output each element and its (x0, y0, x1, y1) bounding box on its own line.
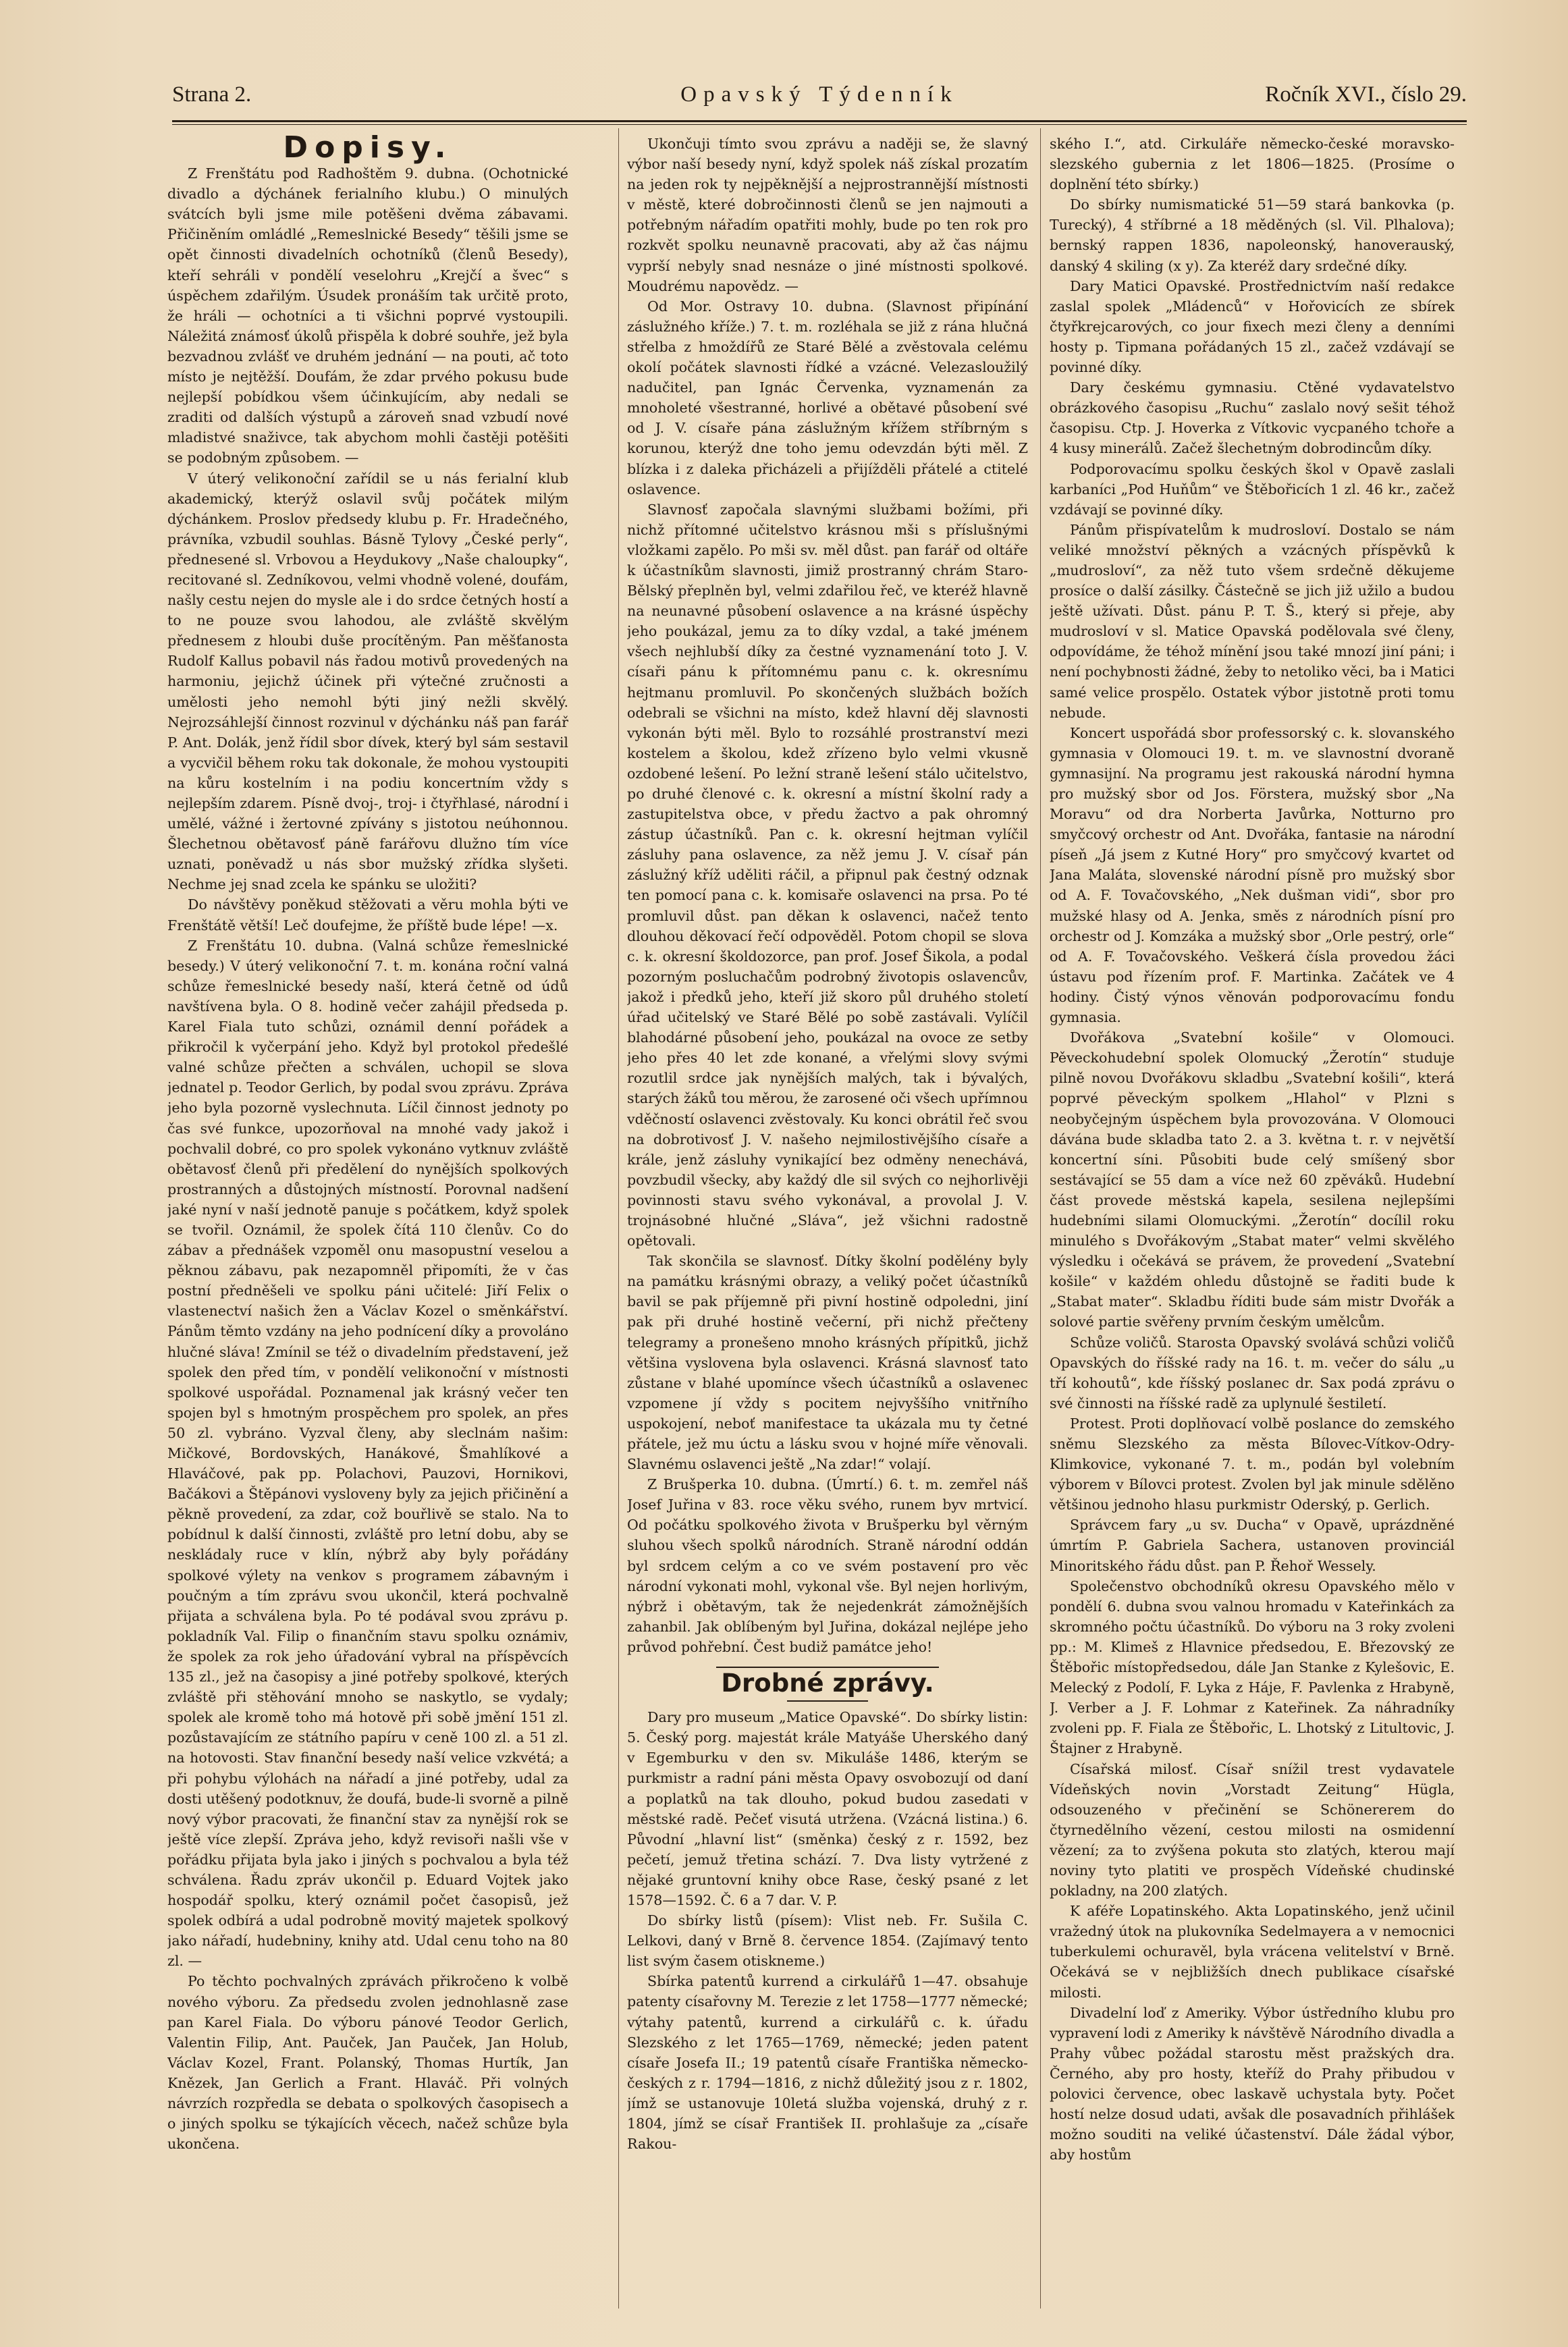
column-1 (167, 134, 568, 2307)
page-number: Strana 2. (172, 82, 252, 107)
column-2 (627, 134, 1028, 2307)
section-divider (716, 1667, 939, 1668)
article-paragraph: Z Brušperka 10. dubna. (Úmrtí.) 6. t. m. zemřel náš Josef Juřina v 83. roce věku svého, runem byv mrtvicí. Od počátku spolkového života v Brušperku byl věrným sluhou všech spolků národních. Straně národní oddán byl srdcem celým a co ve svém postavení pro věc národní vykonati mohl, vykonal vše. Byl nejen horlivým, nýbrž i obětavým, tak že nejedenkrát zámožnějších zahanbil. Jak oblíbeným byl Juřina, dokázal nejlépe jeho průvod pohřební. Čest budiž památce jeho! (627, 1476, 1028, 1655)
volume-issue: Ročník XVI., číslo 29. (1265, 82, 1467, 107)
article-paragraph: V úterý velikonoční zařídil se u nás ferialní klub akademický, kterýž oslavil svůj počátek milým dýchánkem. Proslov předsedy klubu p. Fr. Hradečného, právníka, vzbudil souhlas. Básně Tylovy „České perly“, přednesené sl. Vrbovou a Heydukovy „Naše chaloupky“, recitované sl. Zedníkovou, velmi vhodně volené, doufám, našly cestu nejen do mysle ale i do srdce četných hostí a to ne pouze svou lahodou, ale zvláště skvělým přednesem z hloubi duše procítěným. Pan měšťanosta Rudolf Kallus pobavil nás řadou motivů provedených na harmoniu, jejichž účinek při výtečné zručnosti a umělosti jeho nemohl býti jiný nežli skvělý. Nejrozsáhlejší činnost rozvinul v dýchánku náš pan farář P. Ant. Dolák, jenž řídil sbor dívek, který byl sám sestavil a vycvičil během roku tak dokonale, že mohou vystoupiti na kůru kostelním i na podiu koncertním vždy s nejlepším zdarem. Písně dvoj-, troj- i čtyřhlasé, národní i umělé, vážné i žertovné zpívány s jistotou neúhonnou. Šlechetnou obětavosť páně farářovu dlužno tím více uznati, poněvadž u nás sbor mužský zřídka slyšeti. Nechme jej snad zcela ke spánku se uložiti? (167, 470, 568, 893)
news-paragraph: Schůze voličů. Starosta Opavský svolává schůzi voličů Opavských do říšské rady na 16. t. m. večer do sálu „u tří kohoutů“, kde říšský poslanec dr. Sax podá zprávu o své činnosti na říšské radě za uplynulé šestiletí. (1050, 1334, 1455, 1411)
page-header (172, 74, 1467, 115)
article-paragraph: Ukončuji tímto svou zprávu a naději se, že slavný výbor naší besedy nyní, když spolek náš získal prozatím na jeden rok ty nejpěknější a nejprostrannější místnosti v městě, které dobročinnosti členů se jen najmouti a potřebným nářadím opatřiti mohly, bude po ten rok pro rozkvět spolku neunavně pracovati, aby až čas nájmu vyprší nebyly snad nesnáze o jiné místnosti spolkové. Moudrému napovědz. — (627, 136, 1028, 294)
news-paragraph: Podporovacímu spolku českých škol v Opavě zaslali karbaníci „Pod Huňům“ ve Štěbořicích 1 zl. 46 kr., začež vzdávají se povinné díky. (1050, 460, 1455, 518)
section-divider (787, 1700, 868, 1702)
article-paragraph: Tak skončila se slavnosť. Dítky školní podělény byly na památku krásnými obrazy, a veliký počet účastníků bavil se pak příjemně při pivní hostině odpoledni, jiní pak při druhé hostině večerní, při nichž přečteny telegramy a pronešeno mnoho krásných přípitků, jichž většina vyslovena byla oslavenci. Krásná slavnosť tato zůstane v blahé upomínce všech účastníků a oslavenec vzpomene jí vždy s pocitem nejvyššího vnitřního uspokojení, neboť manifestace ta ukázala mu ty četné přátele, jež mu úctu a lásku svou v hojné míře věnovali. Slavnému oslavenci ještě „Na zdar!“ volají. (627, 1253, 1028, 1473)
news-paragraph: Divadelní loď z Ameriky. Výbor ústředního klubu pro vypravení lodi z Ameriky k návštěvě Národního divadla a Prahy vůbec požádal starostu měst pražských dra. Černého, aby pro hosty, kteříž do Prahy přibudou v polovici července, obec laskavě uchystala byty. Počet hostí nelze dosud udati, avšak dle posavadních přihlášek možno souditi na veliké účastenství. Dále žádal výbor, aby hostům (1050, 2004, 1455, 2163)
news-paragraph: Koncert uspořádá sbor professorský c. k. slovanského gymnasia v Olomouci 19. t. m. ve slavnostní dvoraně gymnasijní. Na programu jest rakouská národní hymna pro mužský sbor od Jos. Förstera, mužský sbor „Na Moravu“ od dra Norberta Javůrka, Notturno pro smyčcový orchestr od Ant. Dvořáka, fantasie na národní píseň „Já jsem z Kutné Hory“ pro smyčcový kvartet od Jana Maláta, slovenské národní písně pro mužský sbor od A. F. Tovačovského, „Nek dušman vidi“, sbor pro mužské hlasy od A. Jenka, směs z národních písní pro orchestr od J. Komzáka a mužský sbor „Orle pestrý, orle“ od A. F. Tovačovského. Veškerá čísla provedou žáci ústavu pod řízením prof. F. Martinka. Začátek ve 4 hodiny. Čistý výnos věnován podporovacímu fondu gymnasia. (1050, 724, 1455, 1026)
news-paragraph: Císařská milosť. Císař snížil trest vydavatele Vídeňských novin „Vorstadt Zeitung“ Hügla, odsouzeného v přečinění se Schönererem do čtyrnedělního vězení, cestou milosti na osmidenní vězení; za to zvýšena pokuta sto zlatých, kterou mají noviny tyto platiti ve prospěch Vídeňské chudinské pokladny, na 200 zlatých. (1050, 1760, 1455, 1899)
news-paragraph: Dary Matici Opavské. Prostřednictvím naší redakce zaslal spolek „Mládenců“ v Hořovicích ze sbírek čtyřkrejcarových, co jour fixech mezi členy a denními hosty p. Tipmana pořádaných 15 zl., začež vzdávají se povinné díky. (1050, 277, 1455, 376)
news-paragraph: Pánům přispívatelům k mudrosloví. Dostalo se nám veliké množství pěkných a vzácných příspěvků k „mudrosloví“, za něž tuto všem srdečně děkujeme prosíce o další zásilky. Částečně se jich již užilo a budou ještě užívati. Důst. pánu P. T. Š., který si přeje, aby mudrosloví v sl. Matice Opavská podělovala své členy, odpovídáme, že téhož mínění jsou také mnozí jiní páni; i není pochybnosti žádné, žeby to netoliko věci, ba i Matici samé velice prospělo. Ostatek výbor jistotně proti tomu nebude. (1050, 521, 1455, 721)
section-title-dopisy: Dopisy. (283, 134, 453, 165)
article-paragraph: Slavnosť započala slavnými službami božími, při nichž přítomné učitelstvo krásnou mši s příslušnými vložkami zapělo. Po mši sv. měl důst. pan farář od oltáře k účastníkům slavnosti, jimiž prostranný chrám Staro-Bělský přeplněn byl, velmi zdařilou řeč, ve kteréž hlavně na neunavné působení oslavence a na krásné úspěchy jeho poukázal, jemu za to díky vzdal, a také jménem všech nejhlubší díky za čestné vyznamenání toto J. V. císaři pánu k přítomnému panu c. k. okresnímu hejtmanu promluvil. Po skončených službách božích odebrali se všichni na místo, kdež hlavní děj slavnosti vykonán býti měl. Bylo to rozsáhlé prostranství mezi kostelem a školou, kdež zřízeno bylo velmi vkusně ozdobené lešení. Po ležní straně lešení stálo učitelstvo, po druhé členové c. k. okresní a místní školní rady a zastupitelstva obce, v předu žactvo a pak ohromný zástup účastníků. Pan c. k. okresní hejtman vylíčil zásluhy pana oslavence, za něž jemu J. V. císař pán záslužný kříž uděliti ráčil, a připnul pak čestný odznak ten pomocí pana c. k. komisaře oslavenci na prsa. Po té promluvil důst. pan děkan k oslavenci, načež tento dlouhou děkovací řečí odpověděl. Potom chopil se slova c. k. okresní školdozorce, pan prof. Josef Šikola, a podal pozorným posluchačům podrobný životopis oslavencův, jakož i předků jeho, kteří již skoro půl druhého století úřad učitelský ve Staré Bělé po sobě zastávali. Vylíčil blahodárné působení jeho, poukázal na ovoce ze setby jeho přes 40 let zde konané, a vřelými slovy svými rozutlil srdce jak nynějších malých, tak i bývalých, starých žáků tou měrou, že zarosené oči všech upřímnou vděčností oslavenci zvěstovaly. Ku konci obrátil řeč svou na dobrotivosť J. V. našeho nejmilostivějšího císaře a krále, jenž zásluhy vynikající bez odměny nenechává, povzbudil všecky, aby každý dle sil svých co nejhorlivěji povinnosti stavu svého vykonával, a provolal J. V. trojnásobné hlučné „Sláva“, jež všichni radostně opětovali. (627, 501, 1028, 1249)
news-paragraph: Do sbírky numismatické 51—59 stará bankovka (p. Turecký), 4 stříbrné a 18 měděných (sl. Vil. Plhalova); bernský rappen 1836, napoleonský, hanoverauský, danský 4 skiling (x y). Za kteréž dary srdečné díky. (1050, 196, 1455, 274)
news-paragraph: Do sbírky listů (písem): Vlist neb. Fr. Sušila C. Lelkovi, daný v Brně 8. července 1854. (Zajímavý tento list svým časem otiskneme.) (627, 1912, 1028, 1970)
news-paragraph: Správcem fary „u sv. Ducha“ v Opavě, uprázdněné úmrtím P. Gabriela Sachera, ustanoven provinciál Minoritského řádu důst. pan P. Řehoř Wessely. (1050, 1517, 1455, 1574)
column-3 (1050, 134, 1455, 2307)
article-paragraph: Z Frenštátu pod Radhoštěm 9. dubna. (Ochotnické divadlo a dýchánek ferialního klubu.) O minulých svátcích byli jsme mile potěšeni dvěma zábavami. Přičiněním omládlé „Remeslnické Besedy“ těšili jsme se opět činnosti divadelních ochotníků (členů Besedy), kteří sehráli v pondělí veselohru „Krejčí a švec“ s úspěchem zdařilým. Úsudek pronáším tak určitě proto, že hráli — ochotníci a ti všichni poprvé vystoupili. Náležitá známosť úkolů přispěla k dobré souhře, jež byla bezvadnou zvlášť ve druhém jednání — na pouti, ač toto místo je nejtěžší. Doufám, že zdar prvého pokusu bude nejlepší pobídkou všem účinkujícím, aby nedali se zraditi od dalších výstupů a zároveň snad vzbudí nové mladistvé snaživce, tak abychom mohli častěji potěšiti se podobným způsobem. — (167, 165, 568, 466)
news-paragraph: Dary pro museum „Matice Opavské“. Do sbírky listin: 5. Český porg. majestát krále Matyáše Uherského daný v Egemburku v den sv. Mikuláše 1486, kterým se purkmistr a radní páni města Opavy osvobozují od daní a poplatků na tak dlouho, pokud budou zasedati v městské radě. Pečeť visutá utržena. (Vzácná listina.) 6. Původní „hlavní list“ (směnka) český z r. 1592, bez pečetí, jemuž třetina schází. 7. Dva listy vytržené z nějaké gruntovní knihy obce Rase, český psané z let 1578—1592. Č. 6 a 7 dar. V. P. (627, 1709, 1028, 1908)
article-paragraph: Po těchto pochvalných zprávách přikročeno k volbě nového výboru. Za předsedu zvolen jednohlasně zase pan Karel Fiala. Do výboru pánové Teodor Gerlich, Valentin Filip, Ant. Pauček, Jan Pauček, Jan Holub, Václav Kozel, Frant. Polanský, Thomas Hurtík, Jan Knězek, Jan Gerlich a Frant. Hlaváč. Při volných návrzích rozpředla se debata o spolkových časopisech a o jiných spolku se týkajících věcech, načež schůze byla ukončena. (167, 1973, 568, 2153)
header-rule (172, 120, 1467, 122)
news-paragraph: Dvořákova „Svatební košile“ v Olomouci. Pěveckohudební spolek Olomucký „Žerotín“ studuje pilně novou Dvořákovu skladbu „Svatební košili“, která poprvé pěveckým spolkem „Hlahol“ v Plzni s neobyčejným úspěchem byla provozována. V Olomouci dávána bude skladba tato 2. a 3. května t. r. v největší koncertní síni. Působiti bude celý smíšený sbor sestávající se 55 dam a více než 60 zpěváků. Hudební část provede městská kapela, sesilena nejlepšími hudebními silami Olomuckými. „Žerotín“ docílil roku minulého s Dvořákovým „Stabat mater“ velmi skvělého výsledku i očekává se právem, že provedení „Svatební košile“ v každém ohledu důstojně se řaditi bude k „Stabat mater“. Skladbu říditi bude sám mistr Dvořák a solové partie svěřeny prvním českým umělcům. (1050, 1029, 1455, 1330)
news-paragraph: Protest. Proti doplňovací volbě poslance do zemského sněmu Slezského za města Bílovec-Vítkov-Odry-Klimkovice, vykonané 7. t. m., podán byl volebním výborem v Bílovci protest. Zvolen byl jak minule sdělěno většinou jednoho hlasu purkmistr Oderský, p. Gerlich. (1050, 1415, 1455, 1513)
article-paragraph: Z Frenštátu 10. dubna. (Valná schůze řemeslnické besedy.) V úterý velikonoční 7. t. m. konána roční valná schůze řemeslnické besedy naší, která četně od údů navštívena byla. O 8. hodině večer zahájil předseda p. Karel Fiala tuto schůzi, oznámil denní pořádek a přikročil k vyčerpání jeho. Když byl protokol předešlé valné schůze přečten a schválen, uchopil se slova jednatel p. Teodor Gerlich, by podal svou zprávu. Zpráva jeho byla pozorně vyslechnuta. Líčil činnost jednoty po čas své funkce, upozorňoval na mnohé vady jakož i pochvalil dobré, co pro spolek vykonáno vytknuv zvláště obětavosť členů při předělení do nynějších spolkových prostranných a důstojných místností. Porovnal nadšení jaké nyní v naší jednotě panuje s počátkem, když spolek se tvořil. Oznámil, že spolek čítá 110 členův. Co do zábav a přednášek vzpoměl onu masopustní veselou a pěknou zábavu, pak nezapomněl připomíti, že v čas postní předněšeli ve spolku páni učitelé: Jiří Felix o vlastenectví našich žen a Václav Kozel o směnkářství. Pánům těmto vzdány na jeho podnícení díky a provoláno hlučné sláva! Zmínil se též o divadelním představení, jež spolek den před tím, v pondělí velikonoční v místnosti spolkové uspořádal. Poznamenal jak krásný večer ten spojen byl s hmotným prospěchem pro spolek, an přes 50 zl. vybráno. Vyzval členy, aby sleclnám našim: Mičkové, Bordovských, Hanákové, Šmahlíkové a Hlaváčové, pak pp. Polachovi, Pauzovi, Hornikovi, Bačákovi a Štěpánovi vysloveny byly za jejich přičinění a pěkně provedení, za zdar, což bouřlivě se stalo. Na to pobídnul k další činnosti, zvláště pro letní dobu, aby se neskládaly ruce v klín, nýbrž aby byly pořádány spolkové výlety na venkov s programem zábavným i poučným a tím zprávu svou ukončil, která pochvalně přijata a schválena byla. Po té podával svou zprávu p. pokladník Val. Filip o finančním stavu spolku oznámiv, že spolek za rok jeho úřadování vybral na příspěvcích 135 zl., jež na časopisy a jiné potřeby spolkové, kterých zvláště při stěhování mnoho se naskytlo, se vydaly; spolek ale kromě toho má hotově při sobě jmění 151 zl. pozůstavajícím ze státního papíru v ceně 100 zl. a 51 zl. na hotovosti. Stav finanční besedy naší velice vzkvétá; a při pohybu výlohách na nářadí a jiné potřeby, udal za dosti utěšený podotknuv, že doufá, bude-li svorně a pilně nový výbor pracovati, že finanční stav za nynější rok se ještě více zlepší. Zpráva jeho, když revisoři našli vše v pořádku přijata byla jako i jiných s pochvalou a byla též schválena. Řadu zpráv ukončil p. Eduard Vojtek jako hospodář spolku, který oznámil počet časopisů, jež spolek odbírá a udal podrobně movitý majetek spolkový jako nářadí, hudebniny, knihy atd. Udal cenu toho na 80 zl. — (167, 937, 568, 1970)
column-divider (1040, 128, 1041, 2309)
news-paragraph: K aféře Lopatinského. Akta Lopatinského, jenž učinil vražedný útok na plukovníka Sedelmayera a v nemocnici tuberkulemi ochuravěl, byla vrácena velitelství v Brně. Očekává se v nejbližších dnech publikace císařské milosti. (1050, 1903, 1455, 2001)
article-paragraph: Do návštěvy poněkud stěžovati a věru mohla býti ve Frenštátě větší! Leč doufejme, že příště bude lépe! —x. (167, 896, 568, 934)
newspaper-title: Opavský Týdenník (680, 82, 958, 107)
news-paragraph: ského I.“, atd. Cirkuláře německo-české moravsko-slezského gubernia z let 1806—1825. (Prosíme o doplnění této sbírky.) (1050, 136, 1455, 193)
news-paragraph: Dary českému gymnasiu. Ctěné vydavatelstvo obrázkového časopisu „Ruchu“ zaslalo nový sešit téhož časopisu. Ctp. J. Hoverka z Vítkovic vycpaného tchoře a 4 kusy minerálů. Začež šlechetným dobrodincům díky. (1050, 379, 1455, 457)
column-divider (618, 128, 619, 2309)
article-paragraph: Od Mor. Ostravy 10. dubna. (Slavnost připínání záslužného kříže.) 7. t. m. rozléhala se již z rána hlučná střelba z hmoždířů ze Staré Bělé a zvěstovala celému okolí počátek slavnosti řídké a vzácné. Velezasloužilý nadučitel, pan Ignác Červenka, vyznamenán za mnoholeté všestranné, horlivé a obětavé působení své od J. V. císaře pána záslužným křížem stříbrným s korunou, kterýž dne toho jemu odevzdán býti měl. Z blízka i z daleka přicházeli a přijížděli přátelé a ctitelé oslavence. (627, 298, 1028, 497)
section-title-drobne-zpravy: Drobné zprávy. (721, 1669, 934, 1698)
news-paragraph: Sbírka patentů kurrend a cirkulářů 1—47. obsahuje patenty císařovny M. Terezie z let 1758—1777 německé; výtahy patentů, kurrend a cirkulářů c. k. úřadu Slezského z let 1765—1769, německé; jeden patent císaře Josefa II.; 19 patentů císaře Františka německo-českých z r. 1794—1816, z nichž důležitý jsou z r. 1802, jímž se ustanovuje 10letá služba vojenská, druhý z r. 1804, jímž se císař František II. prohlašuje za „císaře Rakou- (627, 1973, 1028, 2153)
header-rule-thin (172, 124, 1467, 125)
news-paragraph: Společenstvo obchodníků okresu Opavského mělo v pondělí 6. dubna svou valnou hromadu v Kateřinkách za skromného počtu účastníků. Do výboru na 3 roky zvoleni pp.: M. Klimeš z Hlavnice předsedou, E. Březovský ze Štěbořic místopředsedou, dále Jan Stanke z Kylešovic, E. Melecký z Podolí, F. Lyka z Háje, F. Pavlenka z Hrabyně, J. Verber a J. F. Lohmar z Kateřinek. Za náhradníky zvoleni pp. F. Fiala ze Štěbořic, L. Lhotský z Litultovic, J. Štajner z Hrabyně. (1050, 1577, 1455, 1757)
